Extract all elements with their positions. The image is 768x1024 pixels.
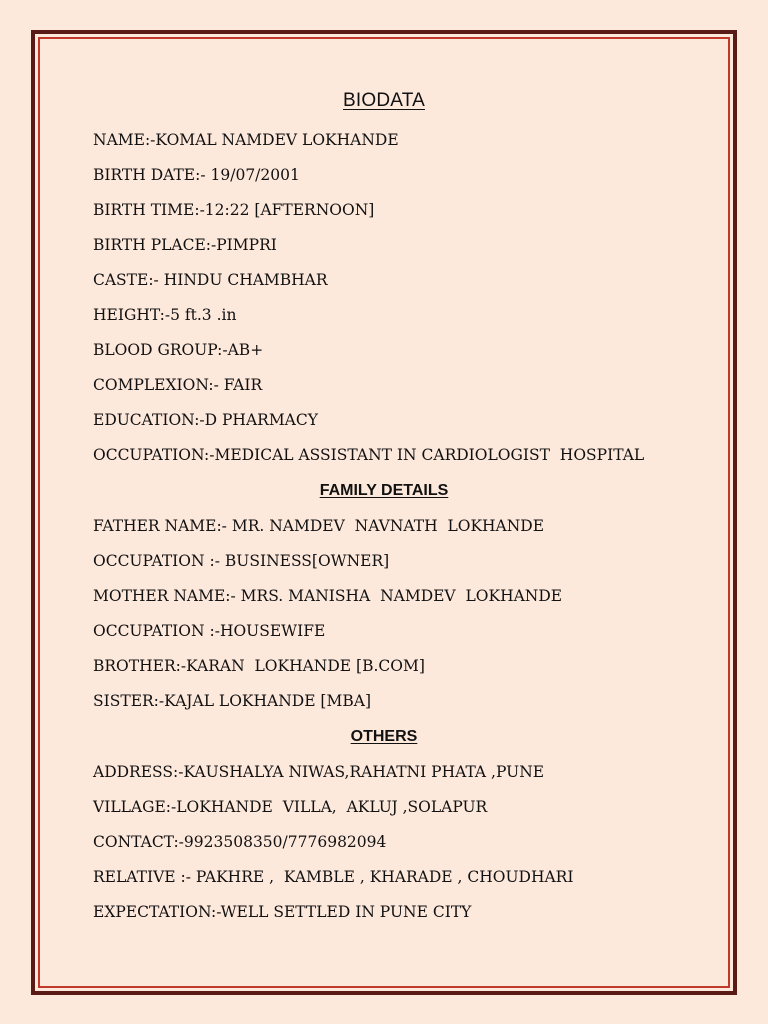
field-name: NAME:-KOMAL NAMDEV LOKHANDE xyxy=(93,131,399,149)
field-height: HEIGHT:-5 ft.3 .in xyxy=(93,306,237,324)
field-complexion: COMPLEXION:- FAIR xyxy=(93,376,263,394)
field-blood-group: BLOOD GROUP:-AB+ xyxy=(93,341,264,359)
field-birth-date: BIRTH DATE:- 19/07/2001 xyxy=(93,166,300,184)
field-birth-time: BIRTH TIME:-12:22 [AFTERNOON] xyxy=(93,201,375,219)
field-relative: RELATIVE :- PAKHRE , KAMBLE , KHARADE , CHOUDHARI xyxy=(93,868,574,886)
field-contact: CONTACT:-9923508350/7776982094 xyxy=(93,833,387,851)
field-education: EDUCATION:-D PHARMACY xyxy=(93,411,318,429)
field-father-name: FATHER NAME:- MR. NAMDEV NAVNATH LOKHANDE xyxy=(93,517,545,535)
field-birth-place: BIRTH PLACE:-PIMPRI xyxy=(93,236,277,254)
field-address: ADDRESS:-KAUSHALYA NIWAS,RAHATNI PHATA ,PUNE xyxy=(93,763,545,781)
field-mother-name: MOTHER NAME:- MRS. MANISHA NAMDEV LOKHANDE xyxy=(93,587,563,605)
field-village: VILLAGE:-LOKHANDE VILLA, AKLUJ ,SOLAPUR xyxy=(93,798,488,816)
field-expectation: EXPECTATION:-WELL SETTLED IN PUNE CITY xyxy=(93,903,472,921)
section-heading-others: OTHERS xyxy=(350,728,418,745)
field-sister: SISTER:-KAJAL LOKHANDE [MBA] xyxy=(93,692,371,710)
field-caste: CASTE:- HINDU CHAMBHAR xyxy=(93,271,328,289)
field-father-occupation: OCCUPATION :- BUSINESS[OWNER] xyxy=(93,552,390,570)
field-occupation: OCCUPATION:-MEDICAL ASSISTANT IN CARDIOLOGIST HOSPITAL xyxy=(93,446,645,464)
field-mother-occupation: OCCUPATION :-HOUSEWIFE xyxy=(93,622,326,640)
section-heading-family: FAMILY DETAILS xyxy=(319,482,449,499)
field-brother: BROTHER:-KARAN LOKHANDE [B.COM] xyxy=(93,657,425,675)
document-title: BIODATA xyxy=(343,90,425,111)
